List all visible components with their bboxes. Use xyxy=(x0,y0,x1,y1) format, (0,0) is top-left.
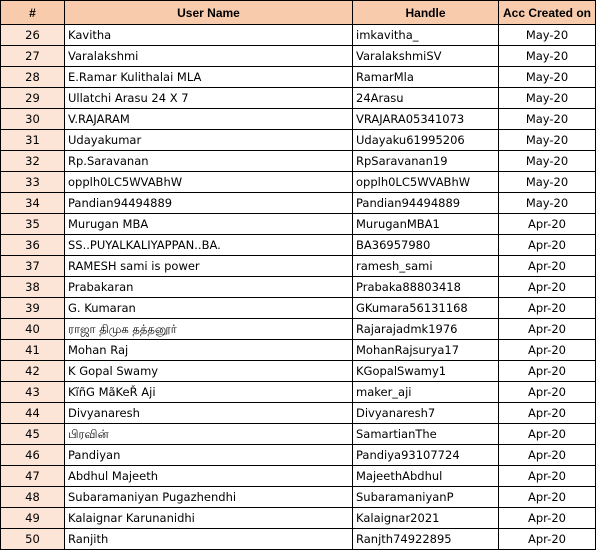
user-name-cell[interactable]: Kavitha xyxy=(65,25,353,46)
table-row xyxy=(1,256,596,277)
acc-created-cell[interactable]: May-20 xyxy=(499,193,596,214)
table-row xyxy=(1,172,596,193)
row-number-cell[interactable]: 27 xyxy=(1,46,65,67)
row-number-cell[interactable]: 39 xyxy=(1,298,65,319)
acc-created-cell[interactable]: Apr-20 xyxy=(499,445,596,466)
table-row xyxy=(1,46,596,67)
user-name-cell[interactable]: G. Kumaran xyxy=(65,298,353,319)
handle-cell[interactable]: Kalaignar2021 xyxy=(353,508,499,529)
table-row xyxy=(1,361,596,382)
row-number-cell[interactable]: 43 xyxy=(1,382,65,403)
row-number-cell[interactable]: 48 xyxy=(1,487,65,508)
user-name-cell[interactable]: Pandiyan xyxy=(65,445,353,466)
acc-created-cell[interactable]: Apr-20 xyxy=(499,508,596,529)
user-name-cell[interactable]: ராஜா திமுக தத்தனூர் xyxy=(65,319,353,340)
table-row xyxy=(1,445,596,466)
row-number-cell[interactable]: 37 xyxy=(1,256,65,277)
handle-cell[interactable]: ramesh_sami xyxy=(353,256,499,277)
row-number-cell[interactable]: 42 xyxy=(1,361,65,382)
user-name-cell[interactable]: SS..PUYALKALIYAPPAN..BA. xyxy=(65,235,353,256)
acc-created-cell[interactable]: Apr-20 xyxy=(499,235,596,256)
row-number-cell[interactable]: 31 xyxy=(1,130,65,151)
handle-cell[interactable]: VRAJARA05341073 xyxy=(353,109,499,130)
user-name-cell[interactable]: Udayakumar xyxy=(65,130,353,151)
handle-cell[interactable]: Pandian94494889 xyxy=(353,193,499,214)
user-name-cell[interactable]: opplh0LC5WVABhW xyxy=(65,172,353,193)
handle-cell[interactable]: GKumara56131168 xyxy=(353,298,499,319)
handle-cell[interactable]: opplh0LC5WVABhW xyxy=(353,172,499,193)
user-name-cell[interactable]: K Gopal Swamy xyxy=(65,361,353,382)
handle-cell[interactable]: Rajarajadmk1976 xyxy=(353,319,499,340)
row-number-cell[interactable]: 49 xyxy=(1,508,65,529)
row-number-cell[interactable]: 45 xyxy=(1,424,65,445)
handle-cell[interactable]: RpSaravanan19 xyxy=(353,151,499,172)
user-name-cell[interactable]: பிரவின் xyxy=(65,424,353,445)
handle-cell[interactable]: BA36957980 xyxy=(353,235,499,256)
handle-cell[interactable]: SubaramaniyanP xyxy=(353,487,499,508)
table-row xyxy=(1,529,596,550)
table-row xyxy=(1,109,596,130)
table-row xyxy=(1,508,596,529)
handle-cell[interactable]: VaralakshmiSV xyxy=(353,46,499,67)
handle-cell[interactable]: imkavitha_ xyxy=(353,25,499,46)
table-row xyxy=(1,193,596,214)
row-number-cell[interactable]: 50 xyxy=(1,529,65,550)
row-number-cell[interactable]: 33 xyxy=(1,172,65,193)
table-row xyxy=(1,466,596,487)
user-name-cell[interactable]: Ullatchi Arasu 24 X 7 xyxy=(65,88,353,109)
acc-created-cell[interactable]: Apr-20 xyxy=(499,382,596,403)
table-row xyxy=(1,298,596,319)
row-number-cell[interactable]: 47 xyxy=(1,466,65,487)
acc-created-cell[interactable]: Apr-20 xyxy=(499,403,596,424)
user-name-cell[interactable]: V.RAJARAM xyxy=(65,109,353,130)
table-row xyxy=(1,88,596,109)
acc-created-cell[interactable]: Apr-20 xyxy=(499,466,596,487)
acc-created-cell[interactable]: Apr-20 xyxy=(499,214,596,235)
handle-cell[interactable]: Udayaku61995206 xyxy=(353,130,499,151)
acc-created-cell[interactable]: Apr-20 xyxy=(499,361,596,382)
acc-created-cell[interactable]: May-20 xyxy=(499,130,596,151)
table-row xyxy=(1,403,596,424)
handle-cell[interactable]: Prabaka88803418 xyxy=(353,277,499,298)
user-name-cell[interactable]: Kalaignar Karunanidhi xyxy=(65,508,353,529)
user-name-cell[interactable]: Varalakshmi xyxy=(65,46,353,67)
user-name-cell[interactable]: Prabakaran xyxy=(65,277,353,298)
handle-cell[interactable]: KGopalSwamy1 xyxy=(353,361,499,382)
user-name-cell[interactable]: E.Ramar Kulithalai MLA xyxy=(65,67,353,88)
table-row xyxy=(1,382,596,403)
user-name-cell[interactable]: Ranjith xyxy=(65,529,353,550)
acc-created-cell[interactable]: Apr-20 xyxy=(499,298,596,319)
user-name-cell[interactable]: Murugan MBA xyxy=(65,214,353,235)
handle-cell[interactable]: Ranjth74922895 xyxy=(353,529,499,550)
row-number-cell[interactable]: 44 xyxy=(1,403,65,424)
table-row xyxy=(1,67,596,88)
user-name-cell[interactable]: Pandian94494889 xyxy=(65,193,353,214)
acc-created-cell[interactable]: Apr-20 xyxy=(499,256,596,277)
acc-created-cell[interactable]: Apr-20 xyxy=(499,340,596,361)
acc-created-cell[interactable]: Apr-20 xyxy=(499,424,596,445)
table-row xyxy=(1,151,596,172)
row-number-cell[interactable]: 40 xyxy=(1,319,65,340)
header-handle[interactable]: Handle xyxy=(353,1,499,25)
handle-cell[interactable]: MuruganMBA1 xyxy=(353,214,499,235)
handle-cell[interactable]: RamarMla xyxy=(353,67,499,88)
handle-cell[interactable]: Pandiya93107724 xyxy=(353,445,499,466)
header-user-name[interactable]: User Name xyxy=(65,1,353,25)
header-acc-created[interactable]: Acc Created on xyxy=(499,1,596,25)
user-name-cell[interactable]: Divyanaresh xyxy=(65,403,353,424)
row-number-cell[interactable]: 26 xyxy=(1,25,65,46)
acc-created-cell[interactable]: May-20 xyxy=(499,67,596,88)
table-row xyxy=(1,319,596,340)
acc-created-cell[interactable]: Apr-20 xyxy=(499,277,596,298)
header-num[interactable]: # xyxy=(1,1,65,25)
row-number-cell[interactable]: 30 xyxy=(1,109,65,130)
table-row xyxy=(1,130,596,151)
acc-created-cell[interactable]: May-20 xyxy=(499,46,596,67)
handle-cell[interactable]: MajeethAbdhul xyxy=(353,466,499,487)
user-name-cell[interactable]: KĩñG MãKeŘ Aji xyxy=(65,382,353,403)
table-row xyxy=(1,235,596,256)
user-name-cell[interactable]: Rp.Saravanan xyxy=(65,151,353,172)
acc-created-cell[interactable]: May-20 xyxy=(499,25,596,46)
row-number-cell[interactable]: 46 xyxy=(1,445,65,466)
acc-created-cell[interactable]: Apr-20 xyxy=(499,529,596,550)
table-row xyxy=(1,214,596,235)
handle-cell[interactable]: MohanRajsurya17 xyxy=(353,340,499,361)
table-row xyxy=(1,487,596,508)
row-number-cell[interactable]: 38 xyxy=(1,277,65,298)
row-number-cell[interactable]: 29 xyxy=(1,88,65,109)
handle-cell[interactable]: 24Arasu xyxy=(353,88,499,109)
row-number-cell[interactable]: 35 xyxy=(1,214,65,235)
row-number-cell[interactable]: 28 xyxy=(1,67,65,88)
acc-created-cell[interactable]: Apr-20 xyxy=(499,319,596,340)
user-name-cell[interactable]: RAMESH sami is power xyxy=(65,256,353,277)
user-name-cell[interactable]: Abdhul Majeeth xyxy=(65,466,353,487)
row-number-cell[interactable]: 36 xyxy=(1,235,65,256)
table-row xyxy=(1,340,596,361)
row-number-cell[interactable]: 32 xyxy=(1,151,65,172)
handle-cell[interactable]: Divyanaresh7 xyxy=(353,403,499,424)
acc-created-cell[interactable]: May-20 xyxy=(499,88,596,109)
acc-created-cell[interactable]: May-20 xyxy=(499,109,596,130)
row-number-cell[interactable]: 41 xyxy=(1,340,65,361)
header-row xyxy=(1,1,596,25)
table-row xyxy=(1,277,596,298)
acc-created-cell[interactable]: May-20 xyxy=(499,151,596,172)
user-name-cell[interactable]: Subaramaniyan Pugazhendhi xyxy=(65,487,353,508)
acc-created-cell[interactable]: Apr-20 xyxy=(499,487,596,508)
table-row xyxy=(1,424,596,445)
acc-created-cell[interactable]: May-20 xyxy=(499,172,596,193)
table-row xyxy=(1,25,596,46)
handle-cell[interactable]: maker_aji xyxy=(353,382,499,403)
user-name-cell[interactable]: Mohan Raj xyxy=(65,340,353,361)
handle-cell[interactable]: SamartianThe xyxy=(353,424,499,445)
row-number-cell[interactable]: 34 xyxy=(1,193,65,214)
